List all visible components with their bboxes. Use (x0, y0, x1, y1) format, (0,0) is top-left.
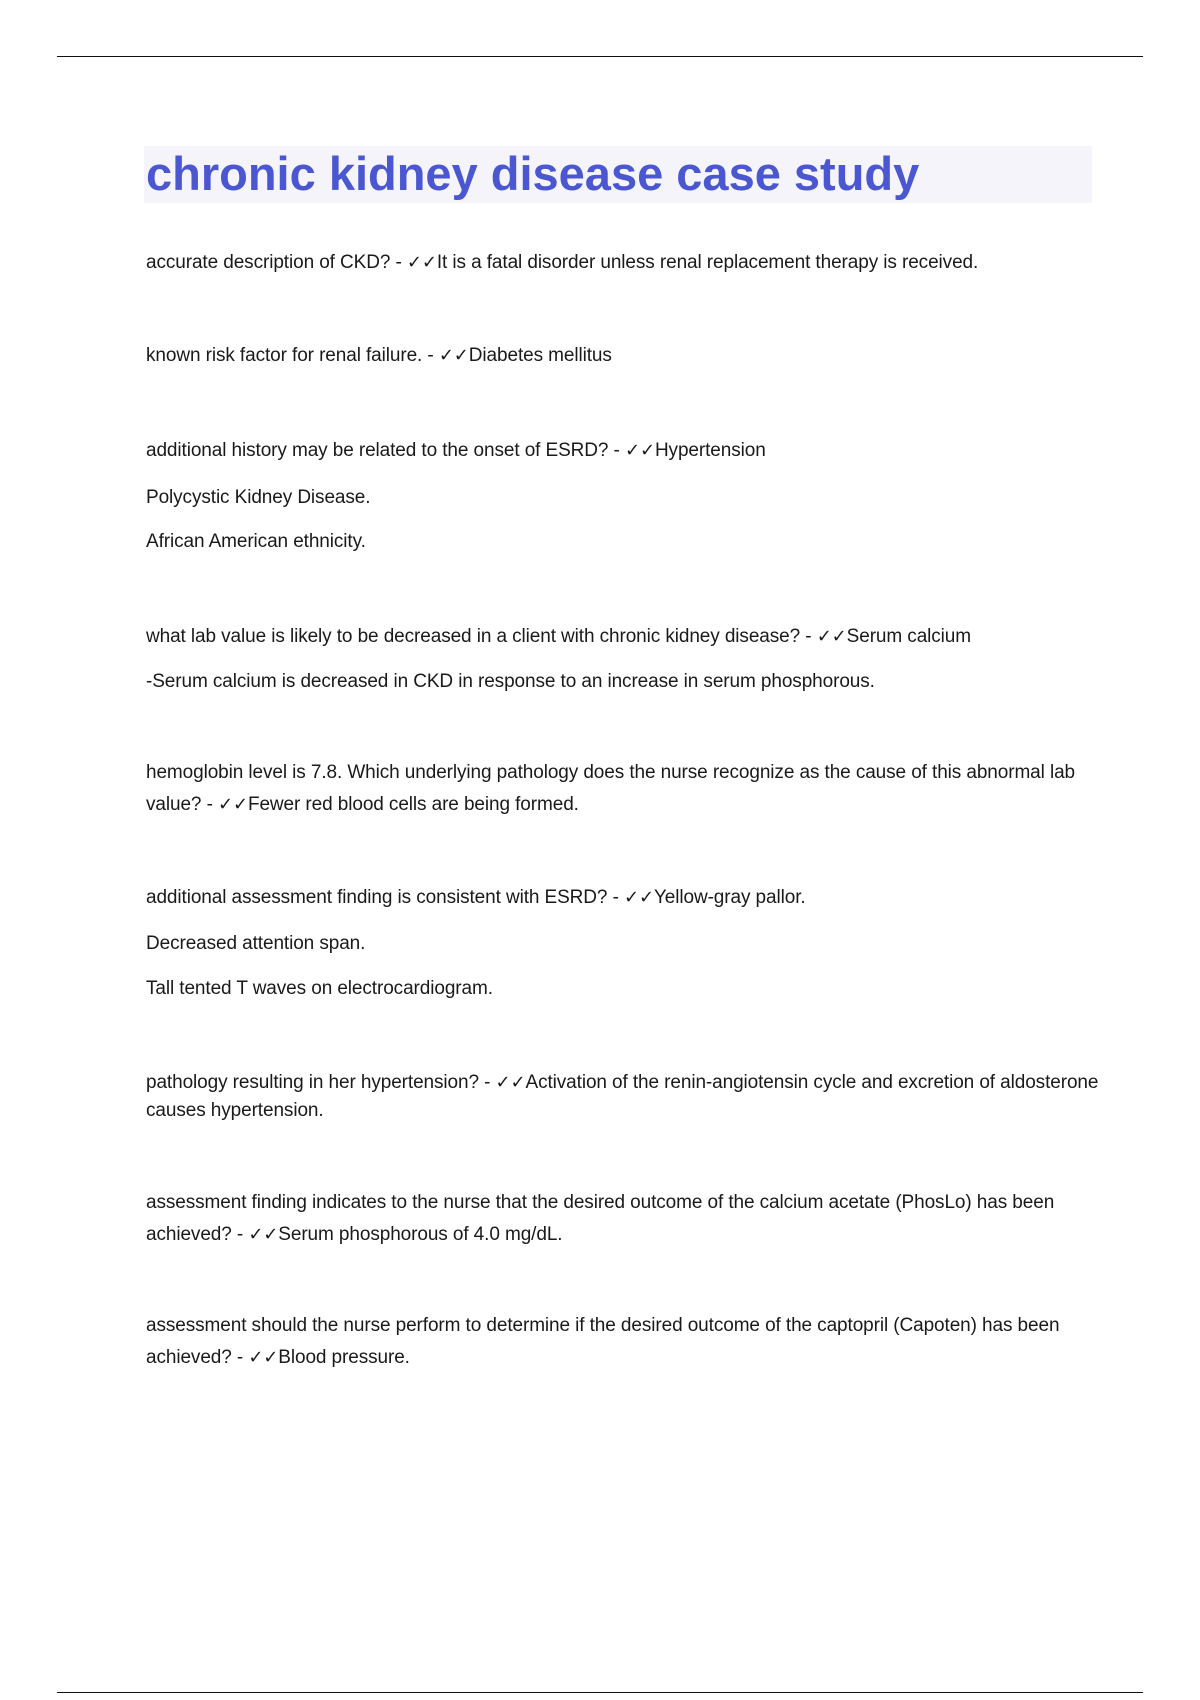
flashcard-entry (146, 251, 978, 275)
answer-text: Fewer red blood cells are being formed. (247, 794, 579, 815)
answer-detail: Polycystic Kidney Disease. (146, 487, 371, 508)
question-text: assessment finding indicates to the nurse that the desired outcome of the calcium acetate (PhosLo) has been achieved? - (146, 1192, 1055, 1245)
answer-detail: African American ethnicity. (146, 531, 366, 552)
question-text: pathology resulting in her hypertension? - (146, 1072, 496, 1093)
question-text: hemoglobin level is 7.8. Which underlying pathology does the nurse recognize as the cause of this abnormal lab value? - (146, 762, 1076, 815)
answer-text: Activation of the renin-angiotensin cycle and excretion of aldosterone causes hypertension. (146, 1072, 1099, 1121)
check-icon: ✓✓ (495, 1072, 526, 1093)
top-rule (57, 56, 1143, 57)
answer-detail: Tall tented T waves on electrocardiogram. (146, 978, 493, 999)
flashcard-entry (146, 625, 971, 649)
question-text: accurate description of CKD? - (146, 252, 407, 273)
answer-text: It is a fatal disorder unless renal replacement therapy is received. (436, 252, 979, 273)
check-icon: ✓✓ (406, 252, 437, 273)
question-text: additional assessment finding is consistent with ESRD? - (146, 887, 624, 908)
check-icon: ✓✓ (217, 794, 248, 815)
check-icon: ✓✓ (623, 887, 654, 908)
question-text: what lab value is likely to be decreased in a client with chronic kidney disease? - (146, 626, 817, 647)
flashcard-entry (146, 1187, 1101, 1251)
check-icon: ✓✓ (438, 345, 469, 366)
flashcard-entry (146, 757, 1101, 821)
flashcard-entry (146, 344, 612, 368)
check-icon: ✓✓ (624, 440, 655, 461)
question-text: additional history may be related to the onset of ESRD? - (146, 440, 625, 461)
check-icon: ✓✓ (816, 626, 847, 647)
answer-text: Diabetes mellitus (468, 345, 612, 366)
answer-text: Yellow-gray pallor. (653, 887, 806, 908)
bottom-rule (57, 1692, 1143, 1693)
check-icon: ✓✓ (248, 1347, 279, 1368)
question-text: known risk factor for renal failure. - (146, 345, 439, 366)
answer-text: Serum phosphorous of 4.0 mg/dL. (278, 1224, 563, 1245)
answer-text: Hypertension (654, 440, 766, 461)
answer-detail: -Serum calcium is decreased in CKD in response to an increase in serum phosphorous. (146, 671, 875, 692)
check-icon: ✓✓ (248, 1224, 279, 1245)
answer-text: Serum calcium (846, 626, 971, 647)
flashcard-entry (146, 1069, 1101, 1125)
flashcard-entry (146, 886, 806, 910)
flashcard-entry (146, 1310, 1101, 1374)
question-text: assessment should the nurse perform to determine if the desired outcome of the captopril (Capoten) has been achieved? - (146, 1315, 1060, 1368)
flashcard-entry (146, 439, 766, 463)
page-title: chronic kidney disease case study (146, 147, 920, 200)
answer-detail: Decreased attention span. (146, 933, 366, 954)
answer-text: Blood pressure. (278, 1347, 410, 1368)
